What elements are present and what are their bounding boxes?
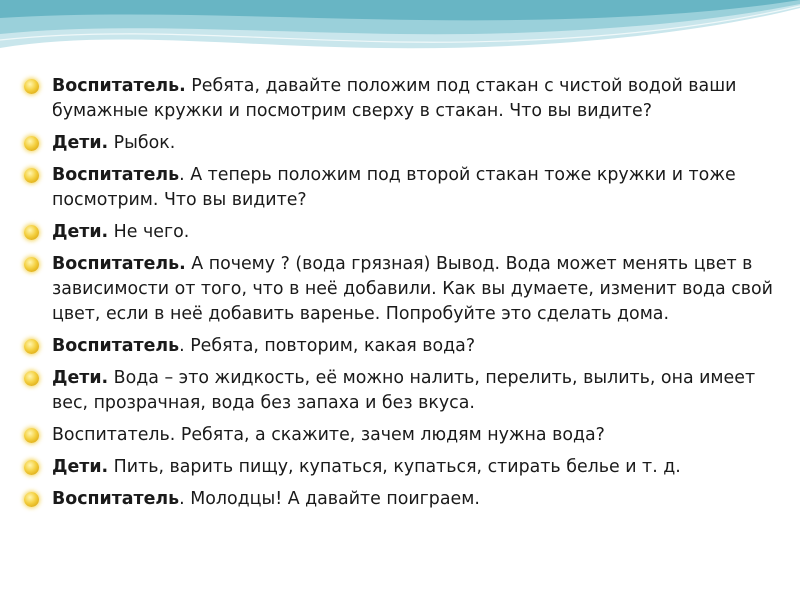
speaker-label: Дети. (52, 133, 109, 153)
bullet-icon (24, 79, 39, 94)
speaker-label: Дети. (52, 457, 109, 477)
paragraph-text: . А теперь положим под второй стакан тоже кружки и тоже посмотрим. Что вы видите? (52, 165, 736, 210)
speaker-label: Дети. (52, 222, 109, 242)
bullet-icon (24, 136, 39, 151)
paragraph-text: Воспитатель. Ребята, а скажите, зачем людям нужна вода? (52, 425, 605, 445)
bullet-icon (24, 371, 39, 386)
speaker-label: Воспитатель (52, 165, 180, 185)
paragraph-10 (22, 487, 782, 512)
speaker-label: Воспитатель. (52, 76, 186, 96)
paragraph-4 (22, 220, 782, 245)
bullet-icon (24, 492, 39, 507)
speaker-label: Воспитатель (52, 336, 180, 356)
paragraph-text: Рыбок. (108, 133, 176, 153)
paragraph-3 (22, 163, 782, 213)
bullet-icon (24, 168, 39, 183)
paragraph-text: . Молодцы! А давайте поиграем. (179, 489, 480, 509)
bullet-icon (24, 428, 39, 443)
paragraph-2 (22, 131, 782, 156)
bullet-icon (24, 460, 39, 475)
paragraph-text: А почему ? (вода грязная) Вывод. Вода может менять цвет в зависимости от того, что в неё добавили. Как вы думаете, изменит вода свой цвет, если в неё добавить варенье. Попробуйте это сделать дома. (52, 254, 773, 324)
paragraph-5 (22, 252, 782, 327)
speaker-label: Дети. (52, 368, 109, 388)
header-wave-decoration (0, 0, 800, 80)
paragraph-text: Ребята, давайте положим под стакан с чистой водой ваши бумажные кружки и посмотрим сверху в стакан. Что вы видите? (52, 76, 737, 121)
bullet-icon (24, 339, 39, 354)
paragraph-text: Вода – это жидкость, её можно налить, перелить, вылить, она имеет вес, прозрачная, вода без запаха и без вкуса. (52, 368, 756, 413)
bullet-icon (24, 257, 39, 272)
paragraph-1 (22, 74, 782, 124)
speaker-label: Воспитатель (52, 489, 180, 509)
speaker-label: Воспитатель. (52, 254, 186, 274)
bullet-icon (24, 225, 39, 240)
paragraph-6 (22, 334, 782, 359)
dialogue-list (22, 74, 782, 519)
paragraph-9 (22, 455, 782, 480)
paragraph-text: Не чего. (108, 222, 190, 242)
paragraph-text: Пить, варить пищу, купаться, купаться, стирать белье и т. д. (108, 457, 681, 477)
paragraph-7 (22, 366, 782, 416)
paragraph-text: . Ребята, повторим, какая вода? (179, 336, 476, 356)
paragraph-8 (22, 423, 782, 448)
